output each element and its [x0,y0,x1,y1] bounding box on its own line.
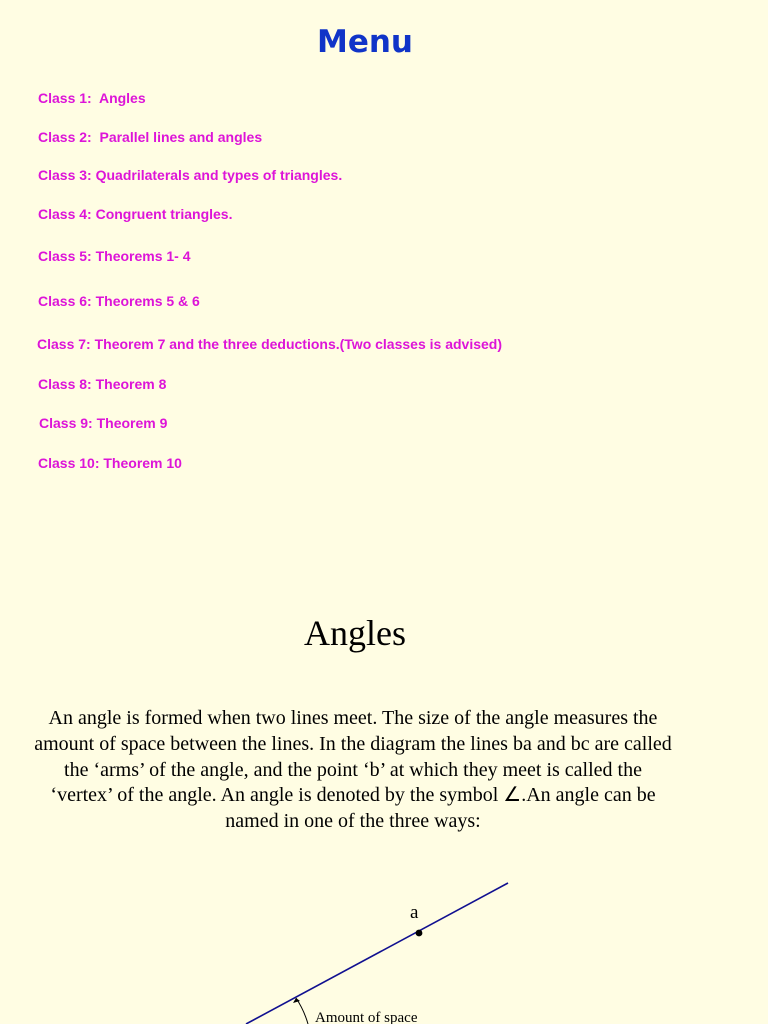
arm-ba-line [246,883,508,1024]
menu-link-class-2[interactable]: Class 2: Parallel lines and angles [38,129,263,145]
amount-of-space-label: Amount of space [315,1010,418,1024]
menu-link-class-7[interactable]: Class 7: Theorem 7 and the three deductions.(Two classes is advised) [37,336,502,352]
menu-link-class-5[interactable]: Class 5: Theorems 1- 4 [38,248,191,264]
angle-diagram [0,860,768,1024]
menu-link-class-6[interactable]: Class 6: Theorems 5 & 6 [38,293,200,309]
menu-link-class-10[interactable]: Class 10: Theorem 10 [38,455,182,471]
point-a-label: a [410,902,419,923]
point-a-dot [416,930,423,937]
menu-link-class-9[interactable]: Class 9: Theorem 9 [39,415,168,431]
section-title: Angles [304,613,406,653]
menu-link-class-1[interactable]: Class 1: Angles [38,90,146,106]
menu-title: Menu [316,24,413,60]
angle-description: An angle is formed when two lines meet. The size of the angle measures the amount of space between the lines. In the diagram the lines ba and bc are called the ‘arms’ of the angle, and the point ‘b’ at which they meet is called the ‘vertex’ of the angle. An angle is denoted by the symbol ∠.An angle can be named in one of the three ways: [34,707,672,833]
menu-link-class-8[interactable]: Class 8: Theorem 8 [38,376,167,392]
menu-link-class-4[interactable]: Class 4: Congruent triangles. [38,206,233,222]
menu-link-class-3[interactable]: Class 3: Quadrilaterals and types of triangles. [38,167,343,183]
angle-arc [296,998,308,1024]
